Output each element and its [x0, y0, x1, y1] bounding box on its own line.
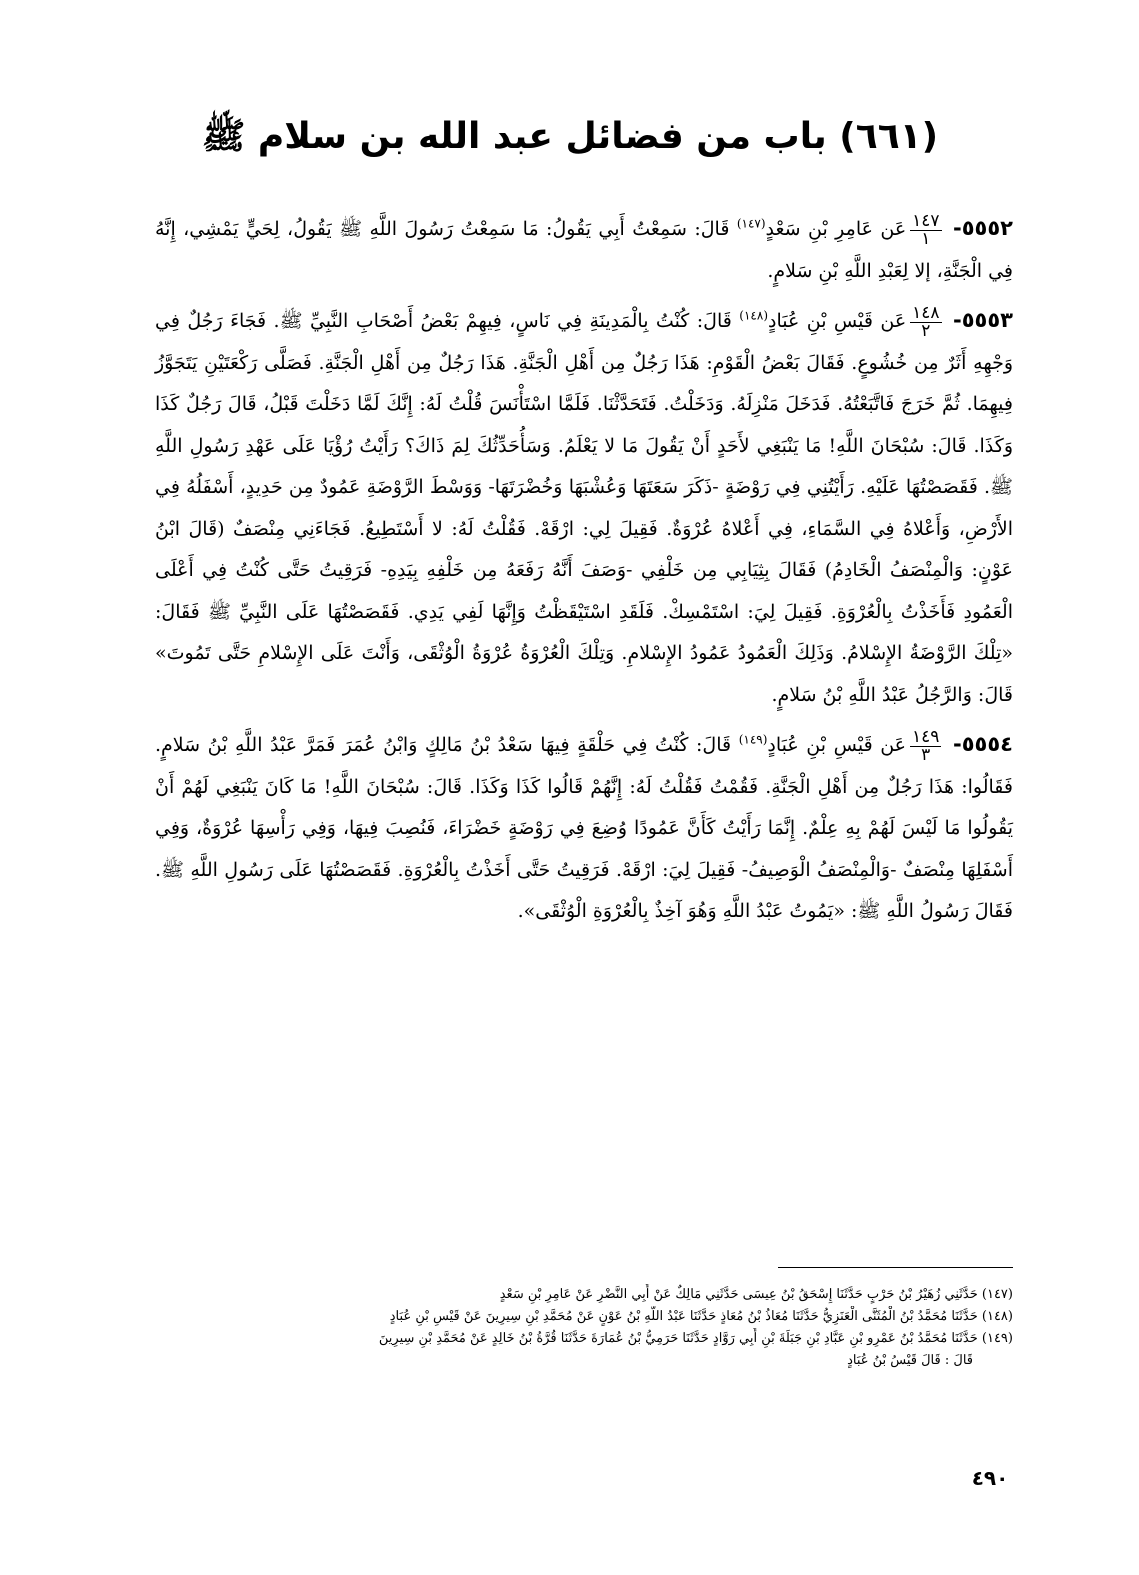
- hadith-fraction: [910, 210, 941, 249]
- hadith-body: [155, 208, 1013, 941]
- fraction-bottom: ١: [921, 228, 931, 249]
- hadith-fraction: [910, 726, 941, 765]
- hadith-narrator: عَن قَيْسِ بْنِ عُبَادٍ: [768, 310, 907, 332]
- footnote-divider: [778, 1267, 1013, 1268]
- footnote-continuation: قَالَ : قَالَ قَيْسُ بْنُ عُبَادٍ: [847, 1353, 973, 1368]
- chapter-title: (٦٦١) باب من فضائل عبد الله بن سلام ﷺ: [201, 116, 939, 157]
- footnote: (١٤٨) حَدَّثَنَا مُحَمَّدُ بْنُ الْمُثَنَّى الْعَنَزِيُّ حَدَّثَنَا مُعَاذُ بْنُ مُعَاذٍ حَدَّثَنَا عَبْدُ اللَّهِ بْنُ عَوْنٍ عَنْ مُحَمَّدِ بْنِ سِيرِينَ عَنْ قَيْسِ بْنِ عُبَادٍ: [389, 1309, 1013, 1324]
- page-number: ٤٩٠: [971, 1466, 1009, 1490]
- footnote: (١٤٩) حَدَّثَنَا مُحَمَّدُ بْنُ عَمْرِو بْنِ عَبَّادِ بْنِ جَبَلَةَ بْنِ أَبِي رَوَّادٍ حَدَّثَنَا حَرَمِيُّ بْنُ عُمَارَةَ حَدَّثَنَا قُرَّةُ بْنُ خَالِدٍ عَنْ مُحَمَّدِ بْنِ سِيرِينَ: [378, 1331, 1013, 1346]
- fraction-top: ١٤٨: [912, 302, 940, 323]
- hadith-number: ٥٥٥٣-: [953, 308, 1013, 332]
- footnote: (١٤٧) حَدَّثَنِي زُهَيْرُ بْنُ حَرْبٍ حَدَّثَنَا إِسْحَقُ بْنُ عِيسَى حَدَّثَنِي مَالِكٌ عَنْ أَبِي النَّضْرِ عَنْ عَامِرِ بْنِ سَعْدٍ: [499, 1287, 1013, 1302]
- hadith-narrator: عَن قَيْسِ بْنِ عُبَادٍ: [767, 734, 907, 756]
- hadith-number: ٥٥٥٢-: [953, 216, 1013, 240]
- hadith-paragraph: [155, 724, 1013, 933]
- footnotes: [155, 1284, 1013, 1372]
- fraction-top: ١٤٩: [912, 726, 940, 747]
- footnote-reference[interactable]: (١٤٨): [739, 308, 768, 323]
- fraction-bottom: ٣: [921, 744, 931, 765]
- hadith-number: ٥٥٥٤-: [953, 732, 1014, 756]
- footnote-reference[interactable]: (١٤٧): [736, 216, 766, 231]
- hadith-text: قَالَ: سَمِعْتُ أَبِي يَقُولُ: مَا سَمِعْتُ رَسُولَ اللَّهِ ﷺ يَقُولُ، لِحَيٍّ يَمْشِي، إِنَّهُ فِي الْجَنَّةِ، إلا لِعَبْدِ اللَّهِ بْنِ سَلامٍ.: [155, 218, 1013, 282]
- hadith-text: قَالَ: كُنْتُ فِي حَلْقَةٍ فِيهَا سَعْدُ بْنُ مَالِكٍ وَابْنُ عُمَرَ فَمَرَّ عَبْدُ اللَّهِ بْنُ سَلامٍ. فَقَالُوا: هَذَا رَجُلٌ مِن أَهْلِ الْجَنَّةِ. فَقُمْتُ فَقُلْتُ لَهُ: إِنَّهُمْ قَالُوا كَذَا وَكَذَا. قَالَ: سُبْحَانَ اللَّهِ! مَا كَانَ يَنْبَغِي لَهُمْ أَنْ يَقُولُوا مَا لَيْسَ لَهُمْ بِهِ عِلْمٌ. إِنَّمَا رَأَيْتُ كَأَنَّ عَمُودًا وُضِعَ فِي رَوْضَةٍ خَضْرَاءَ، فَنُصِبَ فِيهَا، وَفِي رَأْسِهَا عُرْوَةٌ، وَفِي أَسْفَلِهَا مِنْصَفٌ -وَالْمِنْصَفُ الْوَصِيفُ- فَقِيلَ لِيَ: ارْقَهْ. فَرَقِيتُ حَتَّى أَخَذْتُ بِالْعُرْوَةِ. فَقَصَصْتُهَا عَلَى رَسُولِ اللَّهِ ﷺ. فَقَالَ رَسُولُ اللَّهِ ﷺ: «يَمُوتُ عَبْدُ اللَّهِ وَهُوَ آخِذٌ بِالْعُرْوَةِ الْوُثْقَى».: [155, 734, 1013, 922]
- hadith-paragraph: [155, 300, 1013, 716]
- hadith-text: قَالَ: كُنْتُ بِالْمَدِينَةِ فِي نَاسٍ، فِيهِمْ بَعْضُ أَصْحَابِ النَّبِيِّ ﷺ. فَجَاءَ رَجُلٌ فِي وَجْهِهِ أَثَرٌ مِن خُشُوعٍ. فَقَالَ بَعْضُ الْقَوْمِ: هَذَا رَجُلٌ مِن أَهْلِ الْجَنَّةِ. هَذَا رَجُلٌ مِن أَهْلِ الْجَنَّةِ. فَصَلَّى رَكْعَتَيْنِ يَتَجَوَّزُ فِيهِمَا. ثُمَّ خَرَجَ فَاتَّبَعْتُهُ. فَدَخَلَ مَنْزِلَهُ. وَدَخَلْتُ. فَتَحَدَّثْنَا. فَلَمَّا اسْتَأْنَسَ قُلْتُ لَهُ: إِنَّكَ لَمَّا دَخَلْتَ قَبْلُ، قَالَ رَجُلٌ كَذَا وَكَذَا. قَالَ: سُبْحَانَ اللَّهِ! مَا يَنْبَغِي لأَحَدٍ أَنْ يَقُولَ مَا لا يَعْلَمُ. وَسَأُحَدِّثُكَ لِمَ ذَاكَ؟ رَأَيْتُ رُؤْيَا عَلَى عَهْدِ رَسُولِ اللَّهِ ﷺ. فَقَصَصْتُهَا عَلَيْهِ. رَأَيْتُنِي فِي رَوْضَةٍ -ذَكَرَ سَعَتَهَا وَعُشْبَهَا وَخُضْرَتَهَا- وَوَسْطَ الرَّوْضَةِ عَمُودٌ مِن حَدِيدٍ، أَسْفَلُهُ فِي الأَرْضِ، وَأَعْلاهُ فِي السَّمَاءِ، فِي أَعْلاهُ عُرْوَةٌ. فَقِيلَ لِي: ارْقَهْ. فَقُلْتُ لَهُ: لا أَسْتَطِيعُ. فَجَاءَنِي مِنْصَفٌ (قَالَ ابْنُ عَوْنٍ: وَالْمِنْصَفُ الْخَادِمُ) فَقَالَ بِثِيَابِي مِن خَلْفِي -وَصَفَ أَنَّهُ رَفَعَهُ مِن خَلْفِهِ بِيَدِهِ- فَرَقِيتُ حَتَّى كُنْتُ فِي أَعْلَى الْعَمُودِ فَأَخَذْتُ بِالْعُرْوَةِ. فَقِيلَ لِيَ: اسْتَمْسِكْ. فَلَقَدِ اسْتَيْقَظْتُ وَإِنَّهَا لَفِي يَدِي. فَقَصَصْتُهَا عَلَى النَّبِيِّ ﷺ فَقَالَ: «تِلْكَ الرَّوْضَةُ الإِسْلامُ. وَذَلِكَ الْعَمُودُ عَمُودُ الإِسْلامِ. وَتِلْكَ الْعُرْوَةُ عُرْوَةُ الْوُثْقَى، وَأَنْتَ عَلَى الإِسْلامِ حَتَّى تَمُوتَ» قَالَ: وَالرَّجُلُ عَبْدُ اللَّهِ بْنُ سَلامٍ.: [155, 310, 1013, 706]
- hadith-fraction: [910, 302, 941, 341]
- fraction-top: ١٤٧: [912, 210, 940, 231]
- hadith-paragraph: [155, 208, 1013, 292]
- footnote-reference[interactable]: (١٤٩): [738, 732, 768, 747]
- fraction-bottom: ٢: [921, 320, 931, 341]
- hadith-narrator: عَن عَامِرِ بْنِ سَعْدٍ: [765, 218, 907, 240]
